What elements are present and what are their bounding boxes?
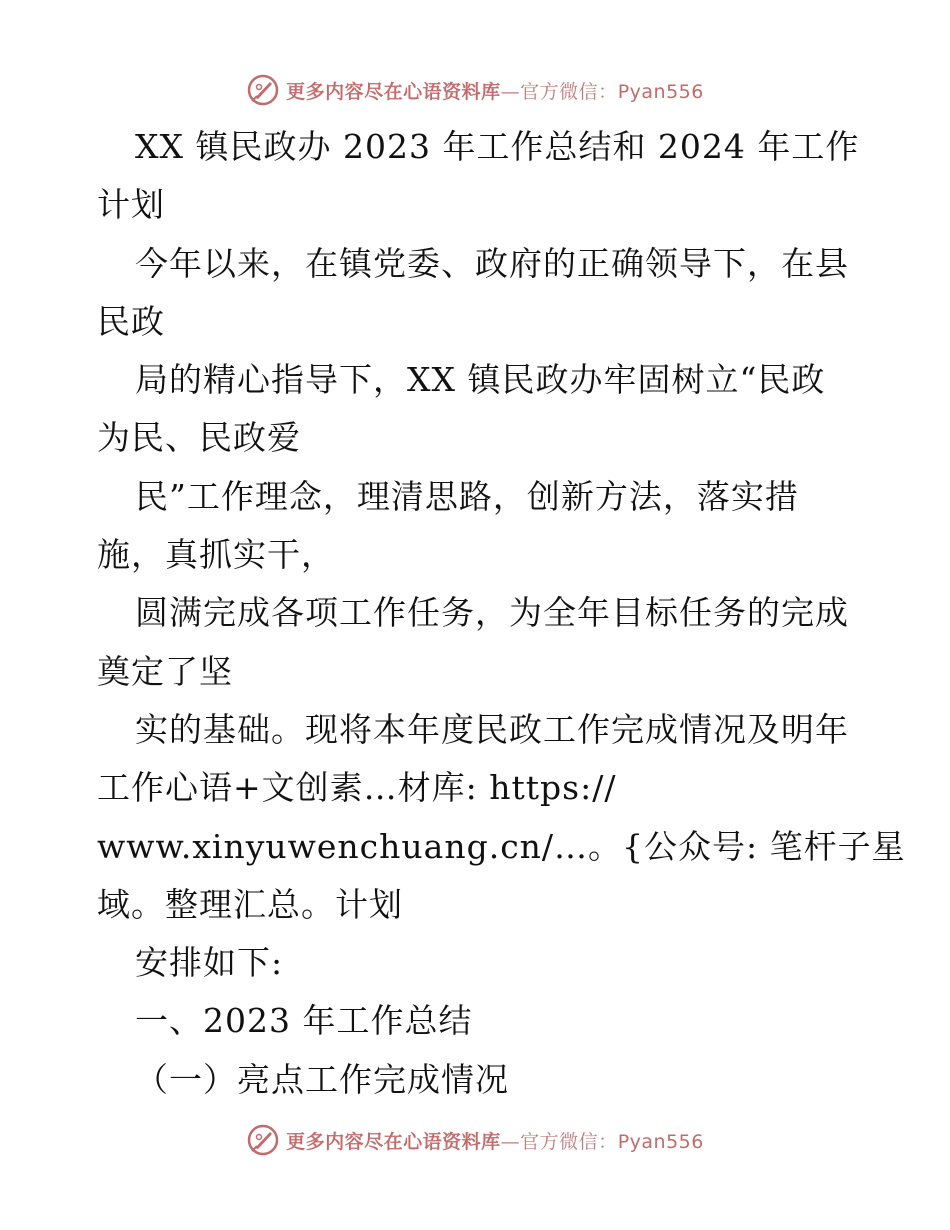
banner-wechat-id: Pyan556	[617, 80, 704, 103]
banner-wechat-id: Pyan556	[617, 1130, 704, 1153]
feather-pen-logo-icon	[246, 1123, 280, 1157]
paragraph-line: 实的基础。现将本年度民政工作完成情况及明年	[135, 709, 849, 749]
banner-text	[286, 1127, 704, 1154]
paragraph-line: 今年以来，在镇党委、政府的正确领导下，在县	[135, 243, 849, 283]
banner-text	[286, 77, 704, 104]
paragraph-line: 局的精心指导下，XX 镇民政办牢固树立“民政	[135, 360, 826, 400]
paragraph-line: 工作心语+文创素…材库: https://	[97, 768, 617, 808]
feather-pen-logo-icon	[246, 73, 280, 107]
footer-watermark-banner	[0, 1120, 950, 1160]
banner-official-text: —官方微信：	[500, 1130, 618, 1153]
paragraph-line: 奠定了坚	[97, 651, 233, 691]
header-watermark-banner	[0, 70, 950, 110]
banner-main-text: 更多内容尽在心语资料库	[286, 1130, 501, 1153]
paragraph-line: 域。整理汇总。计划	[97, 884, 403, 924]
document-title-continued: 计划	[97, 185, 165, 225]
paragraph-line: 为民、民政爱	[97, 418, 301, 458]
document-title: XX 镇民政办 2023 年工作总结和 2024 年工作	[135, 127, 860, 166]
paragraph-line: www.xinyuwenchuang.cn/…。{公众号: 笔杆子星	[97, 826, 906, 866]
banner-main-text: 更多内容尽在心语资料库	[286, 80, 501, 103]
paragraph-line: 安排如下:	[135, 943, 284, 983]
document-body	[97, 118, 906, 1109]
section-heading: 一、2023 年工作总结	[135, 1001, 473, 1041]
paragraph-line: 民”工作理念，理清思路，创新方法，落实措	[135, 476, 799, 516]
banner-official-text: —官方微信：	[500, 80, 618, 103]
subsection-heading: （一）亮点工作完成情况	[135, 1059, 509, 1099]
paragraph-line: 施，真抓实干，	[97, 535, 335, 575]
paragraph-line: 圆满完成各项工作任务，为全年目标任务的完成	[135, 593, 849, 633]
paragraph-line: 民政	[97, 301, 165, 341]
